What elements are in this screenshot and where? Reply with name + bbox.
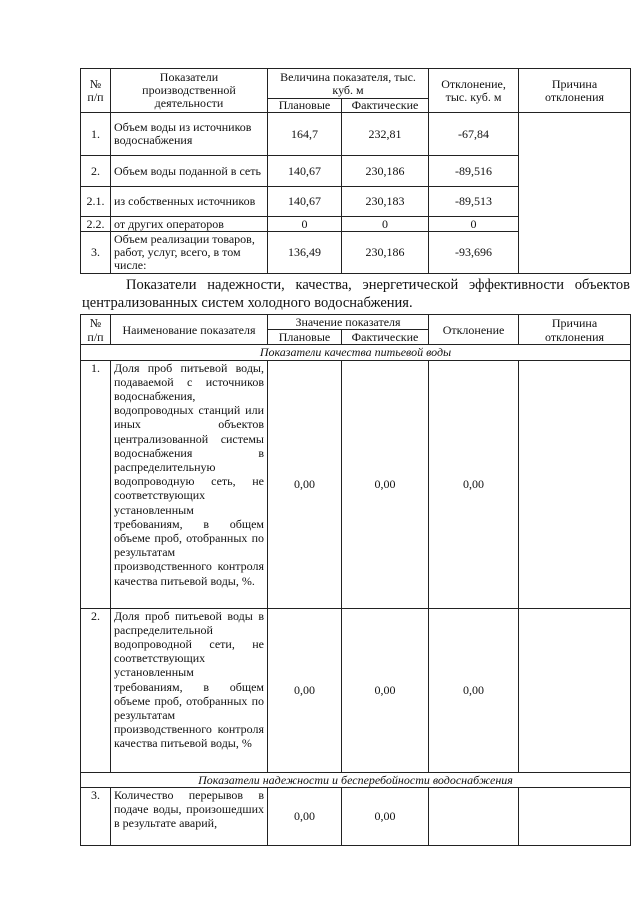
row-actual: 230,186 [342, 156, 429, 187]
header-reason: Причина отклонения [519, 315, 631, 345]
row-name: Объем воды поданной в сеть [111, 156, 268, 187]
row-num: 1. [81, 113, 111, 156]
row-planned: 0,00 [268, 360, 342, 608]
reason-cell [519, 787, 631, 845]
row-planned: 140,67 [268, 187, 342, 217]
table-row [81, 787, 631, 845]
row-planned: 0,00 [268, 787, 342, 845]
row-deviation: -67,84 [429, 113, 519, 156]
row-name: Доля проб питьевой воды в распределительной водопроводной сети, не соответствующих установленным требованиям, в общем объеме проб, отобранных по результатам производственного контроля качества питьевой воды, % [111, 608, 268, 772]
quality-indicators-table [80, 314, 631, 846]
header-indicator: Показатели производственной деятельности [111, 69, 268, 113]
reason-cell [519, 360, 631, 608]
header-value-group: Значение показателя [268, 315, 429, 330]
row-planned: 136,49 [268, 232, 342, 274]
row-deviation: 0,00 [429, 608, 519, 772]
row-name: из собственных источников [111, 187, 268, 217]
row-num: 3. [81, 787, 111, 845]
row-planned: 0,00 [268, 608, 342, 772]
header-name: Наименование показателя [111, 315, 268, 345]
row-deviation: -93,696 [429, 232, 519, 274]
header-num: № п/п [81, 69, 111, 113]
row-deviation: -89,516 [429, 156, 519, 187]
header-planned: Плановые [268, 99, 342, 113]
row-name: Объем воды из источников водоснабжения [111, 113, 268, 156]
row-num: 1. [81, 360, 111, 608]
section-title-reliability: Показатели надежности и бесперебойности водоснабжения [81, 772, 631, 787]
section-title-quality: Показатели качества питьевой воды [81, 345, 631, 360]
table-row [81, 608, 631, 772]
row-deviation: 0 [429, 217, 519, 232]
row-planned: 140,67 [268, 156, 342, 187]
row-planned: 0 [268, 217, 342, 232]
row-actual: 230,183 [342, 187, 429, 217]
row-num: 3. [81, 232, 111, 274]
row-deviation: -89,513 [429, 187, 519, 217]
section-heading: Показатели надежности, качества, энергетической эффективности объектов централизованных систем холодного водоснабжения. [82, 277, 630, 311]
row-deviation [429, 787, 519, 845]
row-num: 2. [81, 608, 111, 772]
header-planned: Плановые [268, 330, 342, 345]
header-deviation: Отклонение, тыс. куб. м [429, 69, 519, 113]
row-actual: 0,00 [342, 608, 429, 772]
production-indicators-table [80, 68, 631, 274]
table-row [81, 113, 631, 156]
row-actual: 0,00 [342, 360, 429, 608]
row-num: 2. [81, 156, 111, 187]
header-deviation: Отклонение [429, 315, 519, 345]
table-row [81, 360, 631, 608]
row-name: Количество перерывов в подаче воды, произошедших в результате аварий, [111, 787, 268, 845]
header-value-group: Величина показателя, тыс. куб. м [268, 69, 429, 99]
row-planned: 164,7 [268, 113, 342, 156]
header-num: № п/п [81, 315, 111, 345]
row-num: 2.2. [81, 217, 111, 232]
header-actual: Фактические [342, 99, 429, 113]
row-actual: 0 [342, 217, 429, 232]
row-actual: 0,00 [342, 787, 429, 845]
row-name: Доля проб питьевой воды, подаваемой с источников водоснабжения, водопроводных станций или иных объектов централизованной системы водоснабжения в распределительную водопроводную сеть, не соответствующих установленным требованиям, в общем объеме проб, отобранных по результатам производственного контроля качества питьевой воды, %. [111, 360, 268, 608]
row-deviation: 0,00 [429, 360, 519, 608]
reason-cell [519, 113, 631, 274]
row-actual: 230,186 [342, 232, 429, 274]
row-actual: 232,81 [342, 113, 429, 156]
header-reason: Причина отклонения [519, 69, 631, 113]
row-name: от других операторов [111, 217, 268, 232]
header-actual: Фактические [342, 330, 429, 345]
reason-cell [519, 608, 631, 772]
row-name: Объем реализации товаров, работ, услуг, всего, в том числе: [111, 232, 268, 274]
row-num: 2.1. [81, 187, 111, 217]
